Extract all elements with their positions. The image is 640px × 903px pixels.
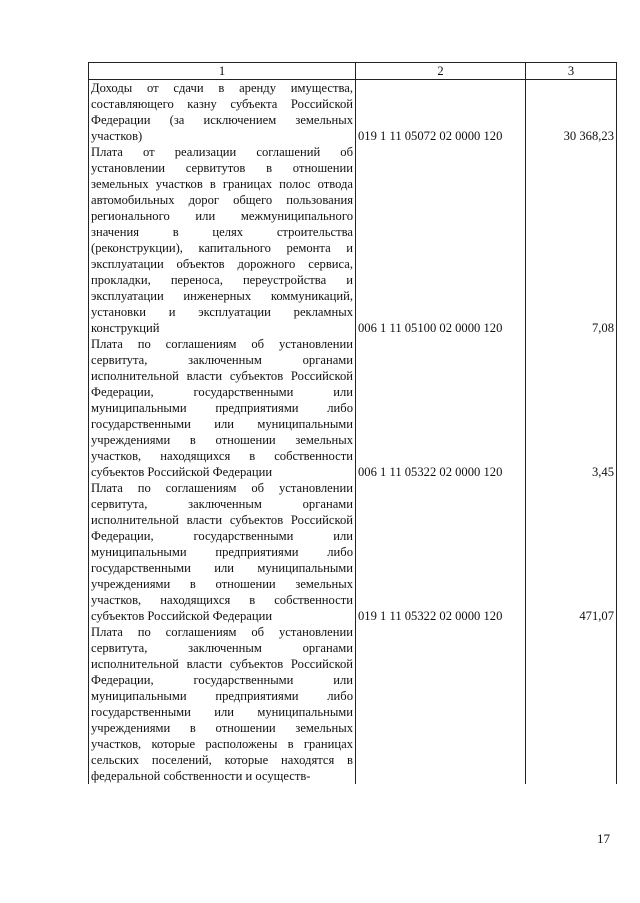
row-amount: 7,08: [526, 144, 617, 336]
table-row: [89, 480, 617, 624]
row-description: Плата по соглашениям об установлении сервитута, заключенным органами исполнительной власти субъектов Российской Федерации, государственными или муниципальными предприятиями либо государственными или муниципальными учреждениями в отношении земельных участков, находящихся в собственности субъектов Российской Федерации: [89, 480, 356, 624]
column-header-3: 3: [526, 63, 617, 80]
row-description: Плата по соглашениям об установлении сервитута, заключенным органами исполнительной власти субъектов Российской Федерации, государственными или муниципальными предприятиями либо государственными или муниципальными учреждениями в отношении земельных участков, которые расположены в границах сельских поселений, которые находятся в федеральной собственности и осуществ-: [89, 624, 356, 784]
table-header-row: [89, 63, 617, 80]
table-row: [89, 80, 617, 145]
row-budget-code: [356, 624, 526, 784]
row-amount: 3,45: [526, 336, 617, 480]
row-budget-code: 019 1 11 05072 02 0000 120: [356, 80, 526, 145]
table-row: [89, 144, 617, 336]
row-budget-code: 006 1 11 05322 02 0000 120: [356, 336, 526, 480]
row-amount: 30 368,23: [526, 80, 617, 145]
column-header-2: 2: [356, 63, 526, 80]
page-number: 17: [597, 831, 610, 846]
table-row: [89, 336, 617, 480]
row-budget-code: 006 1 11 05100 02 0000 120: [356, 144, 526, 336]
row-amount: [526, 624, 617, 784]
row-description: Доходы от сдачи в аренду имущества, составляющего казну субъекта Российской Федерации (за исключением земельных участков): [89, 80, 356, 145]
column-header-1: 1: [89, 63, 356, 80]
revenue-table: [88, 62, 617, 784]
row-amount: 471,07: [526, 480, 617, 624]
row-description: Плата по соглашениям об установлении сервитута, заключенным органами исполнительной власти субъектов Российской Федерации, государственными или муниципальными предприятиями либо государственными или муниципальными учреждениями в отношении земельных участков, находящихся в собственности субъектов Российской Федерации: [89, 336, 356, 480]
table-row: [89, 624, 617, 784]
row-budget-code: 019 1 11 05322 02 0000 120: [356, 480, 526, 624]
row-description: Плата от реализации соглашений об установлении сервитутов в отношении земельных участков в границах полос отвода автомобильных дорог общего пользования регионального или межмуниципального значения в целях строительства (реконструкции), капитального ремонта и эксплуатации объектов дорожного сервиса, прокладки, переноса, переустройства и эксплуатации инженерных коммуникаций, установки и эксплуатации рекламных конструкций: [89, 144, 356, 336]
